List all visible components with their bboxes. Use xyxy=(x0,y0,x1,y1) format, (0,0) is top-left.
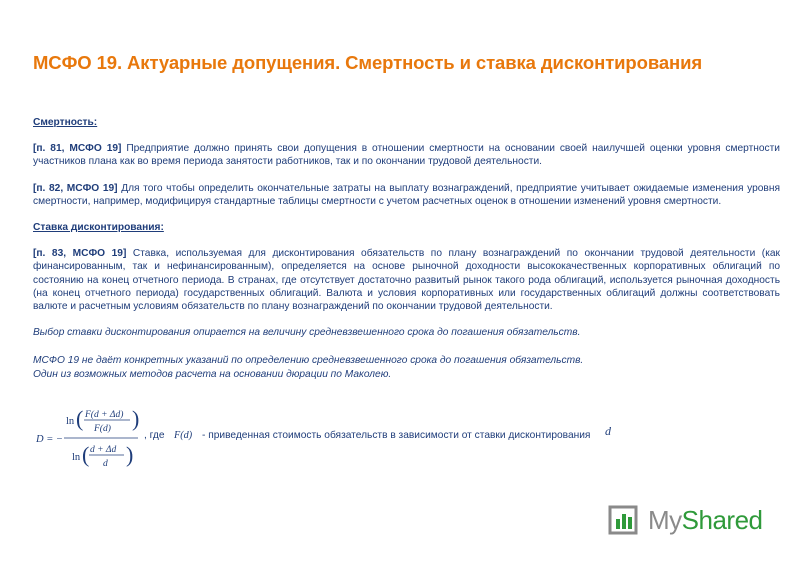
num-paren-open: ( xyxy=(76,406,84,431)
ref-81: [п. 81, МСФО 19] xyxy=(33,143,122,155)
mortality-heading: Смертность: xyxy=(33,117,98,128)
mortality-p2-text: Для того чтобы определить окончательные затраты на выплату вознаграждений, предприятие учитывает ожидаемые изменения уровня смертности, например, модифицируя стандартные таблицы смертности с учетом расчетных оценок в отношении изменений уровня смертности. xyxy=(33,182,780,207)
ref-83: [п. 83, МСФО 19] xyxy=(33,248,127,260)
chart-logo-icon xyxy=(606,503,644,539)
num-F-plus: F(d + Δd) xyxy=(85,410,124,420)
formula-lhs: D = − xyxy=(36,434,64,445)
den-d-plus: d + Δd xyxy=(90,445,117,455)
formula-graphic xyxy=(36,406,146,474)
logo-text-shared: Shared xyxy=(681,505,763,535)
discount-italic-3: Один из возможных методов расчета на основании дюрации по Маколею. xyxy=(33,368,392,380)
mortality-p1-text: Предприятие должно принять свои допущения в отношении смертности на основании своей наилучшей оценки уровня смертности участников плана как во время периода занятости работников, так и по окончании трудовой деятельности. xyxy=(33,143,780,168)
formula-inline-F: F(d) xyxy=(174,430,193,441)
logo-text-my: My xyxy=(648,505,682,535)
discount-italic-1: Выбор ставки дисконтирования опирается на величину средневзвешенного срока до погашения обязательств. xyxy=(33,327,581,339)
discount-italic-2: МСФО 19 не даёт конкретных указаний по определению средневзвешенного срока до погашения обязательств. xyxy=(33,355,584,367)
den-paren-close: ) xyxy=(126,442,134,467)
discount-p1-text: Ставка, используемая для дисконтирования обязательств по плану вознаграждений по окончании трудовой деятельности (как финансированным, так и нефинансированным), определяется на основе рыночной доходности высококачественных корпоративных облигаций по состоянию на конец отчетного периода. В странах, где отсутствует достаточно развитый рынок такого рода облигаций, используется рыночная доходность (на конец отчетного периода) государственных облигаций. Валюта и условия корпоративных или государственных облигаций должны соответствовать валюте и расчетным условиям обязательств по плану вознаграждений по окончании трудовой деятельности. xyxy=(33,248,780,313)
mortality-paragraph-2 xyxy=(33,182,780,208)
discount-heading: Ставка дисконтирования: xyxy=(33,222,164,234)
num-F: F(d) xyxy=(94,424,111,434)
den-d: d xyxy=(103,459,108,469)
den-paren-open: ( xyxy=(82,442,90,467)
discount-paragraph-1 xyxy=(33,247,780,313)
den-ln: ln xyxy=(72,452,81,463)
num-paren-close: ) xyxy=(132,406,140,431)
duration-formula xyxy=(36,406,756,474)
ref-82: [п. 82, МСФО 19] xyxy=(33,182,118,194)
formula-description: - приведенная стоимость обязательств в зависимости от ставки дисконтирования xyxy=(202,430,591,441)
formula-where: , где xyxy=(144,430,165,441)
document-body xyxy=(33,116,780,381)
logo-text xyxy=(648,505,763,536)
formula-inline-d: d xyxy=(605,424,611,438)
num-ln: ln xyxy=(66,416,75,427)
myshared-logo xyxy=(606,503,766,539)
mortality-paragraph-1 xyxy=(33,142,780,168)
page-title: МСФО 19. Актуарные допущения. Смертность и ставка дисконтирования xyxy=(33,52,703,73)
